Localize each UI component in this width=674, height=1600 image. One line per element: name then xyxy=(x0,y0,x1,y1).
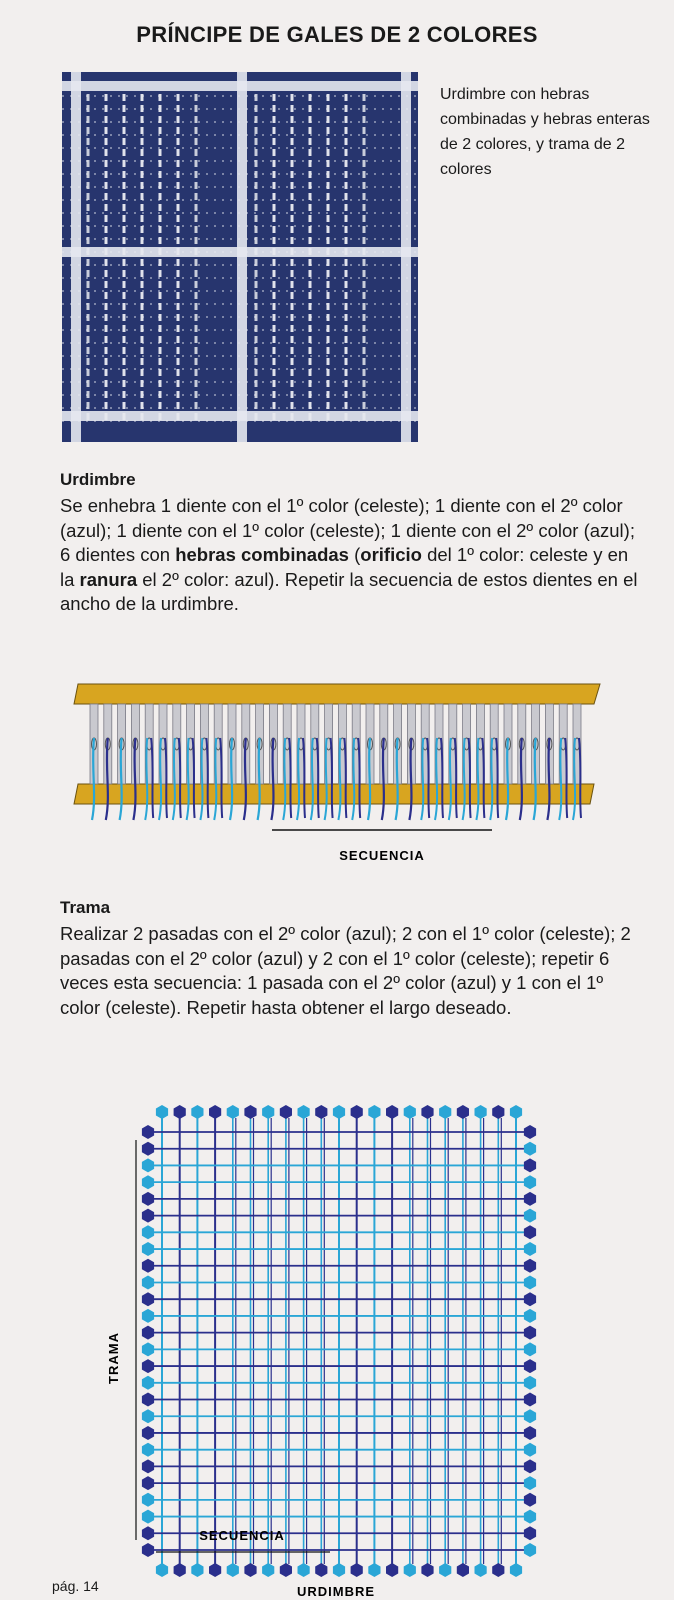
grid-right-bead xyxy=(524,1409,536,1423)
grid-right-bead xyxy=(524,1376,536,1390)
grid-top-bead xyxy=(298,1105,310,1119)
grid-left-bead xyxy=(142,1309,154,1323)
grid-top-bead xyxy=(404,1105,416,1119)
grid-bottom-bead xyxy=(368,1563,380,1577)
grid-left-bead xyxy=(142,1526,154,1540)
swatch-warp-band xyxy=(237,72,247,442)
grid-right-bead xyxy=(524,1309,536,1323)
grid-top-bead xyxy=(262,1105,274,1119)
grid-left-bead xyxy=(142,1359,154,1373)
grid-left-bead xyxy=(142,1376,154,1390)
grid-left-bead xyxy=(142,1192,154,1206)
grid-top-bead xyxy=(333,1105,345,1119)
trama-axis-label: TRAMA xyxy=(106,1332,121,1384)
grid-left-bead xyxy=(142,1225,154,1239)
grid-right-bead xyxy=(524,1175,536,1189)
grid-left-bead xyxy=(142,1292,154,1306)
grid-top-bead xyxy=(421,1105,433,1119)
grid-bottom-bead xyxy=(510,1563,522,1577)
grid-bottom-bead xyxy=(457,1563,469,1577)
grid-left-bead xyxy=(142,1510,154,1524)
grid-bottom-bead xyxy=(174,1563,186,1577)
grid-top-bead xyxy=(386,1105,398,1119)
weave-grid-diagram xyxy=(100,1100,570,1600)
grid-left-bead xyxy=(142,1342,154,1356)
grid-bottom-bead xyxy=(209,1563,221,1577)
grid-left-bead xyxy=(142,1175,154,1189)
grid-right-bead xyxy=(524,1158,536,1172)
fabric-swatch-image xyxy=(62,72,418,442)
grid-right-bead xyxy=(524,1192,536,1206)
grid-bottom-bead xyxy=(227,1563,239,1577)
grid-right-bead xyxy=(524,1443,536,1457)
page-number: pág. 14 xyxy=(52,1578,99,1594)
grid-top-bead xyxy=(174,1105,186,1119)
grid-right-bead xyxy=(524,1510,536,1524)
grid-bottom-bead xyxy=(492,1563,504,1577)
grid-right-bead xyxy=(524,1225,536,1239)
grid-right-bead xyxy=(524,1125,536,1139)
grid-right-bead xyxy=(524,1359,536,1373)
grid-bottom-bead xyxy=(475,1563,487,1577)
grid-bottom-bead xyxy=(404,1563,416,1577)
grid-right-bead xyxy=(524,1242,536,1256)
grid-top-bead xyxy=(191,1105,203,1119)
grid-top-bead xyxy=(368,1105,380,1119)
grid-bottom-bead xyxy=(298,1563,310,1577)
trama-text: Realizar 2 pasadas con el 2º color (azul); 2 con el 1º color (celeste); 2 pasadas con el 2º color (azul) y 2 con el 1º color (celeste); repetir 6 veces esta secuencia: 1 pasada con el 2º color (azul) y 1 con el 1º color (celeste). Repetir hasta obtener el largo deseado. xyxy=(60,923,631,1018)
grid-right-bead xyxy=(524,1276,536,1290)
page-title: PRÍNCIPE DE GALES DE 2 COLORES xyxy=(136,22,538,47)
grid-top-bead xyxy=(439,1105,451,1119)
grid-top-bead xyxy=(475,1105,487,1119)
trama-heading: Trama xyxy=(60,898,111,917)
grid-bottom-bead xyxy=(191,1563,203,1577)
grid-left-bead xyxy=(142,1543,154,1557)
grid-bottom-bead xyxy=(280,1563,292,1577)
grid-top-bead xyxy=(315,1105,327,1119)
grid-top-bead xyxy=(209,1105,221,1119)
urdimbre-axis-label: URDIMBRE xyxy=(296,1584,376,1599)
grid-right-bead xyxy=(524,1459,536,1473)
grid-right-bead xyxy=(524,1292,536,1306)
grid-top-bead xyxy=(156,1105,168,1119)
grid-right-bead xyxy=(524,1526,536,1540)
grid-right-bead xyxy=(524,1342,536,1356)
grid-left-bead xyxy=(142,1476,154,1490)
grid-bottom-bead xyxy=(315,1563,327,1577)
grid-left-bead xyxy=(142,1459,154,1473)
grid-left-bead xyxy=(142,1259,154,1273)
grid-bottom-bead xyxy=(244,1563,256,1577)
grid-top-bead xyxy=(457,1105,469,1119)
grid-left-bead xyxy=(142,1142,154,1156)
grid-top-bead xyxy=(510,1105,522,1119)
grid-bottom-bead xyxy=(421,1563,433,1577)
grid-right-bead xyxy=(524,1259,536,1273)
grid-top-bead xyxy=(244,1105,256,1119)
swatch-warp-band xyxy=(401,72,411,442)
grid-left-bead xyxy=(142,1443,154,1457)
heddle-diagram xyxy=(72,680,612,868)
heddle-secuencia-label: SECUENCIA xyxy=(339,848,425,863)
grid-right-bead xyxy=(524,1393,536,1407)
grid-top-bead xyxy=(227,1105,239,1119)
grid-bottom-bead xyxy=(386,1563,398,1577)
grid-left-bead xyxy=(142,1493,154,1507)
grid-left-bead xyxy=(142,1393,154,1407)
grid-left-bead xyxy=(142,1276,154,1290)
urdimbre-text: Se enhebra 1 diente con el 1º color (celeste); 1 diente con el 2º color (azul); 1 diente con el 1º color (celeste); 1 diente con el 2º color (azul); 6 dientes con hebras combinadas (orificio del 1º color: celeste y en la ranura el 2º color: azul). Repetir la secuencia de estos dientes en el ancho de la urdimbre. xyxy=(60,495,638,614)
heddle-top-bar xyxy=(74,684,600,704)
grid-top-bead xyxy=(280,1105,292,1119)
grid-secuencia-label: SECUENCIA xyxy=(199,1528,285,1543)
grid-right-bead xyxy=(524,1493,536,1507)
grid-bottom-bead xyxy=(333,1563,345,1577)
grid-top-bead xyxy=(351,1105,363,1119)
grid-right-bead xyxy=(524,1476,536,1490)
grid-left-bead xyxy=(142,1242,154,1256)
urdimbre-heading: Urdimbre xyxy=(60,470,136,489)
grid-right-bead xyxy=(524,1543,536,1557)
grid-left-bead xyxy=(142,1426,154,1440)
grid-left-bead xyxy=(142,1409,154,1423)
grid-left-bead xyxy=(142,1158,154,1172)
grid-bottom-bead xyxy=(262,1563,274,1577)
grid-bottom-bead xyxy=(156,1563,168,1577)
grid-left-bead xyxy=(142,1326,154,1340)
grid-left-bead xyxy=(142,1125,154,1139)
grid-bottom-bead xyxy=(351,1563,363,1577)
grid-right-bead xyxy=(524,1426,536,1440)
grid-right-bead xyxy=(524,1326,536,1340)
grid-left-bead xyxy=(142,1209,154,1223)
grid-right-bead xyxy=(524,1209,536,1223)
grid-right-bead xyxy=(524,1142,536,1156)
swatch-caption: Urdimbre con hebras combinadas y hebras enteras de 2 colores, y trama de 2 colores xyxy=(440,86,650,178)
grid-bottom-bead xyxy=(439,1563,451,1577)
grid-top-bead xyxy=(492,1105,504,1119)
